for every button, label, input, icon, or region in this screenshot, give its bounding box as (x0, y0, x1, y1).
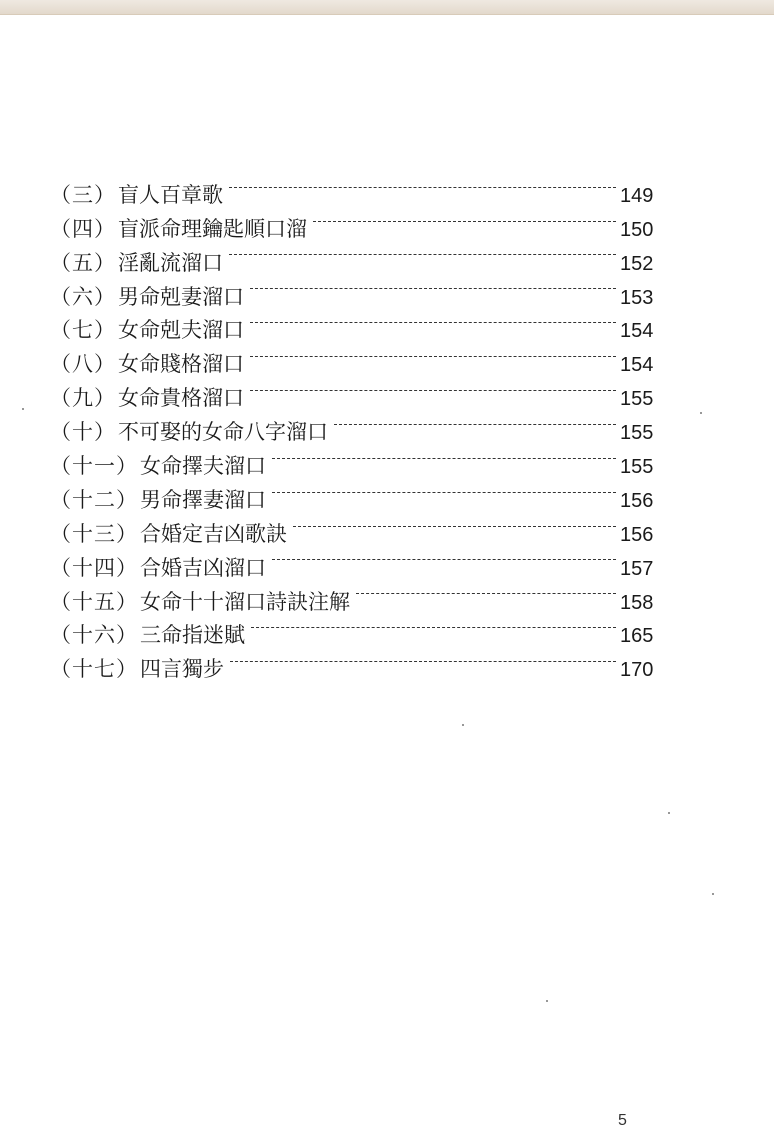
toc-entry-title: 四言獨步 (140, 657, 224, 682)
toc-entry-title: 女命剋夫溜口 (118, 318, 244, 343)
toc-entry-number: （十七） (50, 657, 138, 682)
scan-speck (700, 412, 702, 414)
page-top-edge (0, 0, 774, 15)
toc-entry-page: 154 (620, 320, 654, 343)
toc-leader-dashes (250, 337, 620, 371)
toc-entry-title: 女命賤格溜口 (118, 352, 244, 377)
toc-leader-dashes (293, 507, 620, 541)
toc-leader-dashes (229, 168, 620, 202)
toc-entry-number: （八） (50, 352, 116, 377)
toc-entry-number: （七） (50, 318, 116, 343)
toc-entry-title: 女命擇夫溜口 (140, 454, 266, 479)
toc-entry-title: 三命指迷賦 (140, 623, 245, 648)
toc-entry-page: 156 (620, 489, 654, 512)
toc-leader-dashes (334, 405, 620, 439)
toc-entry-title: 合婚定吉凶歌訣 (140, 521, 287, 546)
toc-entry-number: （十五） (50, 589, 138, 614)
toc-entry-page: 155 (620, 388, 654, 411)
table-of-contents (50, 168, 660, 682)
toc-entry-page: 157 (620, 557, 654, 580)
toc-leader-dashes (272, 541, 620, 575)
toc-entry-page: 155 (620, 422, 654, 445)
scan-speck (22, 408, 24, 410)
toc-entry-number: （十三） (50, 521, 138, 546)
toc-leader-dashes (251, 609, 620, 643)
toc-entry-number: （十） (50, 420, 116, 445)
toc-entry-title: 不可娶的女命八字溜口 (118, 420, 328, 445)
toc-leader-dashes (356, 575, 620, 609)
toc-entry-page: 153 (620, 286, 654, 309)
toc-entry-title: 男命擇妻溜口 (140, 487, 266, 512)
toc-leader-dashes (230, 642, 620, 676)
toc-entry-page: 155 (620, 456, 654, 479)
toc-entry-page: 150 (620, 218, 654, 241)
scan-speck (546, 1000, 548, 1002)
toc-entry-title: 男命剋妻溜口 (118, 284, 244, 309)
toc-entry-number: （十四） (50, 555, 138, 580)
scan-speck (462, 724, 464, 726)
toc-entry-title: 女命十十溜口詩訣注解 (140, 589, 350, 614)
toc-entry-number: （四） (50, 216, 116, 241)
toc-leader-dashes (272, 439, 620, 473)
toc-entry[interactable] (50, 168, 660, 207)
toc-entry-title: 盲派命理鑰匙順口溜 (118, 216, 307, 241)
toc-entry-title: 女命貴格溜口 (118, 386, 244, 411)
toc-entry-title: 淫亂流溜口 (118, 250, 223, 275)
toc-entry-number: （三） (50, 182, 116, 207)
toc-entry-page: 165 (620, 625, 654, 648)
toc-entry-number: （五） (50, 250, 116, 275)
toc-entry-title: 合婚吉凶溜口 (140, 555, 266, 580)
toc-entry-page: 156 (620, 523, 654, 546)
toc-entry-page: 152 (620, 252, 654, 275)
toc-leader-dashes (250, 270, 620, 304)
toc-entry-page: 158 (620, 591, 654, 614)
toc-entry-page: 154 (620, 354, 654, 377)
toc-entry-number: （十一） (50, 454, 138, 479)
toc-leader-dashes (229, 236, 620, 270)
toc-entry-number: （六） (50, 284, 116, 309)
toc-leader-dashes (313, 202, 620, 236)
toc-entry-number: （九） (50, 386, 116, 411)
toc-leader-dashes (272, 473, 620, 507)
toc-leader-dashes (250, 371, 620, 405)
toc-entry-title: 盲人百章歌 (118, 182, 223, 207)
toc-entry-page: 149 (620, 184, 654, 207)
toc-entry-number: （十六） (50, 623, 138, 648)
page-number: 5 (618, 1112, 627, 1126)
toc-leader-dashes (250, 304, 620, 338)
toc-entry-page: 170 (620, 659, 654, 682)
toc-entry-number: （十二） (50, 487, 138, 512)
scan-speck (712, 893, 714, 895)
scan-speck (668, 812, 670, 814)
